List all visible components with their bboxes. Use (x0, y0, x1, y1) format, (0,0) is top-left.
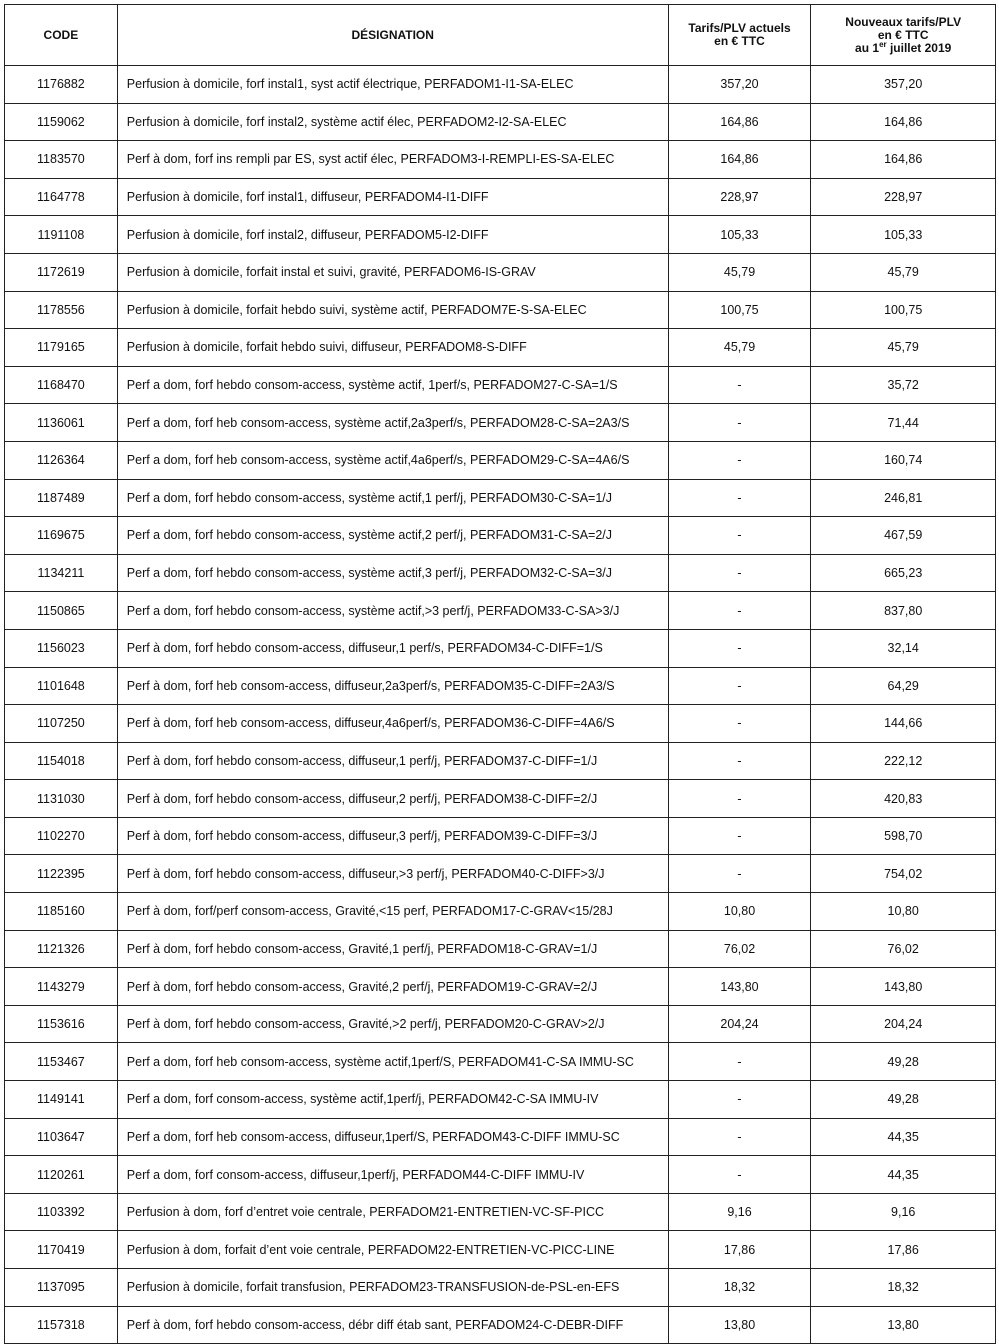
cell-code: 1134211 (5, 554, 118, 592)
cell-designation: Perfusion à domicile, forf instal2, système actif élec, PERFADOM2-I2-SA-ELEC (117, 103, 668, 141)
cell-code: 1150865 (5, 592, 118, 630)
cell-new-tariff: 837,80 (811, 592, 996, 630)
cell-new-tariff: 164,86 (811, 103, 996, 141)
table-row (5, 253, 996, 291)
cell-current-tariff: - (668, 1043, 811, 1081)
header-current-tariff (668, 5, 811, 66)
cell-current-tariff: 357,20 (668, 66, 811, 104)
cell-code: 1102270 (5, 817, 118, 855)
cell-new-tariff: 420,83 (811, 780, 996, 818)
cell-current-tariff: - (668, 404, 811, 442)
cell-designation: Perf à dom, forf hebdo consom-access, Gravité,2 perf/j, PERFADOM19-C-GRAV=2/J (117, 968, 668, 1006)
cell-code: 1121326 (5, 930, 118, 968)
cell-code: 1191108 (5, 216, 118, 254)
cell-designation: Perf à dom, forf hebdo consom-access, diffuseur,2 perf/j, PERFADOM38-C-DIFF=2/J (117, 780, 668, 818)
table-row (5, 329, 996, 367)
cell-current-tariff: - (668, 742, 811, 780)
cell-current-tariff: 100,75 (668, 291, 811, 329)
cell-current-tariff: - (668, 517, 811, 555)
cell-current-tariff: 164,86 (668, 141, 811, 179)
cell-current-tariff: 13,80 (668, 1306, 811, 1344)
cell-new-tariff: 64,29 (811, 667, 996, 705)
table-row (5, 103, 996, 141)
cell-new-tariff: 222,12 (811, 742, 996, 780)
cell-code: 1149141 (5, 1081, 118, 1119)
cell-new-tariff: 35,72 (811, 366, 996, 404)
table-row (5, 1193, 996, 1231)
cell-current-tariff: - (668, 855, 811, 893)
cell-code: 1159062 (5, 103, 118, 141)
cell-designation: Perf à dom, forf ins rempli par ES, syst actif élec, PERFADOM3-I-REMPLI-ES-SA-ELEC (117, 141, 668, 179)
cell-code: 1187489 (5, 479, 118, 517)
header-new-date-prefix: au 1 (855, 40, 880, 55)
cell-designation: Perfusion à domicile, forf instal2, diffuseur, PERFADOM5-I2-DIFF (117, 216, 668, 254)
cell-new-tariff: 598,70 (811, 817, 996, 855)
cell-code: 1185160 (5, 893, 118, 931)
table-row (5, 178, 996, 216)
tariff-table (4, 4, 996, 1344)
cell-current-tariff: - (668, 629, 811, 667)
cell-new-tariff: 71,44 (811, 404, 996, 442)
cell-new-tariff: 45,79 (811, 329, 996, 367)
cell-code: 1176882 (5, 66, 118, 104)
cell-current-tariff: - (668, 1081, 811, 1119)
cell-current-tariff: - (668, 780, 811, 818)
cell-code: 1179165 (5, 329, 118, 367)
cell-designation: Perf à dom, forf heb consom-access, diffuseur,4a6perf/s, PERFADOM36-C-DIFF=4A6/S (117, 705, 668, 743)
cell-code: 1157318 (5, 1306, 118, 1344)
cell-designation: Perfusion à domicile, forfait transfusion, PERFADOM23-TRANSFUSION-de-PSL-en-EFS (117, 1269, 668, 1307)
cell-designation: Perf à dom, forf hebdo consom-access, diffuseur,3 perf/j, PERFADOM39-C-DIFF=3/J (117, 817, 668, 855)
cell-code: 1131030 (5, 780, 118, 818)
header-code: CODE (5, 5, 118, 66)
cell-designation: Perf a dom, forf consom-access, système actif,1perf/j, PERFADOM42-C-SA IMMU-IV (117, 1081, 668, 1119)
cell-new-tariff: 144,66 (811, 705, 996, 743)
table-row (5, 1005, 996, 1043)
header-new-line-1: Nouveaux tarifs/PLV (845, 14, 962, 29)
cell-current-tariff: - (668, 667, 811, 705)
cell-code: 1169675 (5, 517, 118, 555)
cell-code: 1156023 (5, 629, 118, 667)
table-row (5, 968, 996, 1006)
cell-designation: Perf à dom, forf/perf consom-access, Gravité,<15 perf, PERFADOM17-C-GRAV<15/28J (117, 893, 668, 931)
cell-designation: Perf à dom, forf hebdo consom-access, débr diff étab sant, PERFADOM24-C-DEBR-DIFF (117, 1306, 668, 1344)
table-row (5, 1306, 996, 1344)
cell-designation: Perf à dom, forf hebdo consom-access, Gravité,>2 perf/j, PERFADOM20-C-GRAV>2/J (117, 1005, 668, 1043)
cell-current-tariff: - (668, 1156, 811, 1194)
table-row (5, 855, 996, 893)
cell-code: 1107250 (5, 705, 118, 743)
cell-new-tariff: 17,86 (811, 1231, 996, 1269)
cell-current-tariff: 10,80 (668, 893, 811, 931)
cell-designation: Perfusion à dom, forfait d’ent voie centrale, PERFADOM22-ENTRETIEN-VC-PICC-LINE (117, 1231, 668, 1269)
cell-current-tariff: 105,33 (668, 216, 811, 254)
table-row (5, 1081, 996, 1119)
cell-designation: Perf a dom, forf consom-access, diffuseur,1perf/j, PERFADOM44-C-DIFF IMMU-IV (117, 1156, 668, 1194)
cell-current-tariff: 9,16 (668, 1193, 811, 1231)
cell-current-tariff: - (668, 441, 811, 479)
table-row (5, 1156, 996, 1194)
cell-designation: Perfusion à domicile, forf instal1, diffuseur, PERFADOM4-I1-DIFF (117, 178, 668, 216)
table-header-row (5, 5, 996, 66)
cell-code: 1172619 (5, 253, 118, 291)
cell-designation: Perf a dom, forf heb consom-access, système actif,2a3perf/s, PERFADOM28-C-SA=2A3/S (117, 404, 668, 442)
cell-code: 1170419 (5, 1231, 118, 1269)
cell-new-tariff: 204,24 (811, 1005, 996, 1043)
cell-code: 1178556 (5, 291, 118, 329)
table-row (5, 479, 996, 517)
cell-current-tariff: - (668, 479, 811, 517)
cell-code: 1168470 (5, 366, 118, 404)
cell-new-tariff: 105,33 (811, 216, 996, 254)
cell-code: 1101648 (5, 667, 118, 705)
header-current-line-2: en € TTC (714, 34, 765, 48)
cell-current-tariff: 18,32 (668, 1269, 811, 1307)
cell-new-tariff: 10,80 (811, 893, 996, 931)
cell-designation: Perf a dom, forf hebdo consom-access, système actif,3 perf/j, PERFADOM32-C-SA=3/J (117, 554, 668, 592)
table-row (5, 817, 996, 855)
cell-designation: Perf a dom, forf heb consom-access, système actif,4a6perf/s, PERFADOM29-C-SA=4A6/S (117, 441, 668, 479)
cell-designation: Perfusion à domicile, forf instal1, syst actif électrique, PERFADOM1-I1-SA-ELEC (117, 66, 668, 104)
table-row (5, 441, 996, 479)
cell-current-tariff: - (668, 366, 811, 404)
table-row (5, 667, 996, 705)
cell-current-tariff: - (668, 705, 811, 743)
cell-new-tariff: 100,75 (811, 291, 996, 329)
cell-new-tariff: 246,81 (811, 479, 996, 517)
cell-designation: Perfusion à domicile, forfait hebdo suivi, système actif, PERFADOM7E-S-SA-ELEC (117, 291, 668, 329)
table-row (5, 554, 996, 592)
cell-new-tariff: 44,35 (811, 1118, 996, 1156)
cell-new-tariff: 18,32 (811, 1269, 996, 1307)
table-row (5, 629, 996, 667)
cell-new-tariff: 44,35 (811, 1156, 996, 1194)
cell-current-tariff: 76,02 (668, 930, 811, 968)
cell-code: 1153616 (5, 1005, 118, 1043)
cell-current-tariff: 45,79 (668, 253, 811, 291)
cell-new-tariff: 49,28 (811, 1043, 996, 1081)
cell-designation: Perf a dom, forf hebdo consom-access, système actif, 1perf/s, PERFADOM27-C-SA=1/S (117, 366, 668, 404)
cell-new-tariff: 357,20 (811, 66, 996, 104)
header-designation: DÉSIGNATION (117, 5, 668, 66)
table-row (5, 1231, 996, 1269)
cell-code: 1183570 (5, 141, 118, 179)
cell-new-tariff: 228,97 (811, 178, 996, 216)
header-new-date-sup: er (879, 39, 887, 49)
cell-current-tariff: 164,86 (668, 103, 811, 141)
table-row (5, 930, 996, 968)
table-row (5, 66, 996, 104)
cell-code: 1120261 (5, 1156, 118, 1194)
header-new-tariff (811, 5, 996, 66)
cell-current-tariff: 204,24 (668, 1005, 811, 1043)
cell-new-tariff: 467,59 (811, 517, 996, 555)
cell-current-tariff: - (668, 817, 811, 855)
cell-current-tariff: 143,80 (668, 968, 811, 1006)
cell-designation: Perf a dom, forf hebdo consom-access, système actif,2 perf/j, PERFADOM31-C-SA=2/J (117, 517, 668, 555)
cell-code: 1122395 (5, 855, 118, 893)
cell-designation: Perf à dom, forf hebdo consom-access, diffuseur,>3 perf/j, PERFADOM40-C-DIFF>3/J (117, 855, 668, 893)
cell-current-tariff: 17,86 (668, 1231, 811, 1269)
cell-current-tariff: - (668, 592, 811, 630)
cell-current-tariff: - (668, 1118, 811, 1156)
cell-designation: Perf a dom, forf heb consom-access, diffuseur,1perf/S, PERFADOM43-C-DIFF IMMU-SC (117, 1118, 668, 1156)
table-row (5, 893, 996, 931)
cell-designation: Perfusion à domicile, forfait hebdo suivi, diffuseur, PERFADOM8-S-DIFF (117, 329, 668, 367)
table-row (5, 1118, 996, 1156)
header-new-line-2: en € TTC (877, 27, 929, 42)
cell-code: 1103392 (5, 1193, 118, 1231)
cell-current-tariff: - (668, 554, 811, 592)
table-row (5, 1269, 996, 1307)
table-row (5, 366, 996, 404)
table-row (5, 1043, 996, 1081)
cell-designation: Perf à dom, forf heb consom-access, diffuseur,2a3perf/s, PERFADOM35-C-DIFF=2A3/S (117, 667, 668, 705)
table-row (5, 742, 996, 780)
cell-designation: Perf à dom, forf hebdo consom-access, diffuseur,1 perf/j, PERFADOM37-C-DIFF=1/J (117, 742, 668, 780)
cell-new-tariff: 76,02 (811, 930, 996, 968)
cell-code: 1103647 (5, 1118, 118, 1156)
cell-code: 1136061 (5, 404, 118, 442)
cell-current-tariff: 228,97 (668, 178, 811, 216)
cell-designation: Perfusion à domicile, forfait instal et suivi, gravité, PERFADOM6-IS-GRAV (117, 253, 668, 291)
cell-new-tariff: 754,02 (811, 855, 996, 893)
cell-new-tariff: 49,28 (811, 1081, 996, 1119)
cell-new-tariff: 9,16 (811, 1193, 996, 1231)
cell-code: 1164778 (5, 178, 118, 216)
cell-designation: Perf a dom, forf hebdo consom-access, système actif,1 perf/j, PERFADOM30-C-SA=1/J (117, 479, 668, 517)
header-new-date-suffix: juillet 2019 (886, 40, 952, 55)
cell-designation: Perf a dom, forf heb consom-access, système actif,1perf/S, PERFADOM41-C-SA IMMU-SC (117, 1043, 668, 1081)
header-new-date (811, 39, 995, 55)
cell-code: 1137095 (5, 1269, 118, 1307)
cell-new-tariff: 160,74 (811, 441, 996, 479)
cell-code: 1126364 (5, 441, 118, 479)
cell-new-tariff: 164,86 (811, 141, 996, 179)
header-current-line-1: Tarifs/PLV actuels (688, 21, 791, 35)
cell-designation: Perfusion à dom, forf d’entret voie centrale, PERFADOM21-ENTRETIEN-VC-SF-PICC (117, 1193, 668, 1231)
cell-current-tariff: 45,79 (668, 329, 811, 367)
cell-new-tariff: 32,14 (811, 629, 996, 667)
cell-designation: Perf à dom, forf hebdo consom-access, diffuseur,1 perf/s, PERFADOM34-C-DIFF=1/S (117, 629, 668, 667)
table-row (5, 216, 996, 254)
cell-code: 1154018 (5, 742, 118, 780)
table-row (5, 592, 996, 630)
cell-new-tariff: 13,80 (811, 1306, 996, 1344)
cell-new-tariff: 45,79 (811, 253, 996, 291)
cell-code: 1143279 (5, 968, 118, 1006)
cell-new-tariff: 143,80 (811, 968, 996, 1006)
cell-code: 1153467 (5, 1043, 118, 1081)
table-row (5, 291, 996, 329)
table-row (5, 141, 996, 179)
table-body (5, 66, 996, 1344)
cell-designation: Perf a dom, forf hebdo consom-access, système actif,>3 perf/j, PERFADOM33-C-SA>3/J (117, 592, 668, 630)
table-row (5, 517, 996, 555)
cell-new-tariff: 665,23 (811, 554, 996, 592)
cell-designation: Perf à dom, forf hebdo consom-access, Gravité,1 perf/j, PERFADOM18-C-GRAV=1/J (117, 930, 668, 968)
table-row (5, 705, 996, 743)
table-row (5, 404, 996, 442)
table-row (5, 780, 996, 818)
